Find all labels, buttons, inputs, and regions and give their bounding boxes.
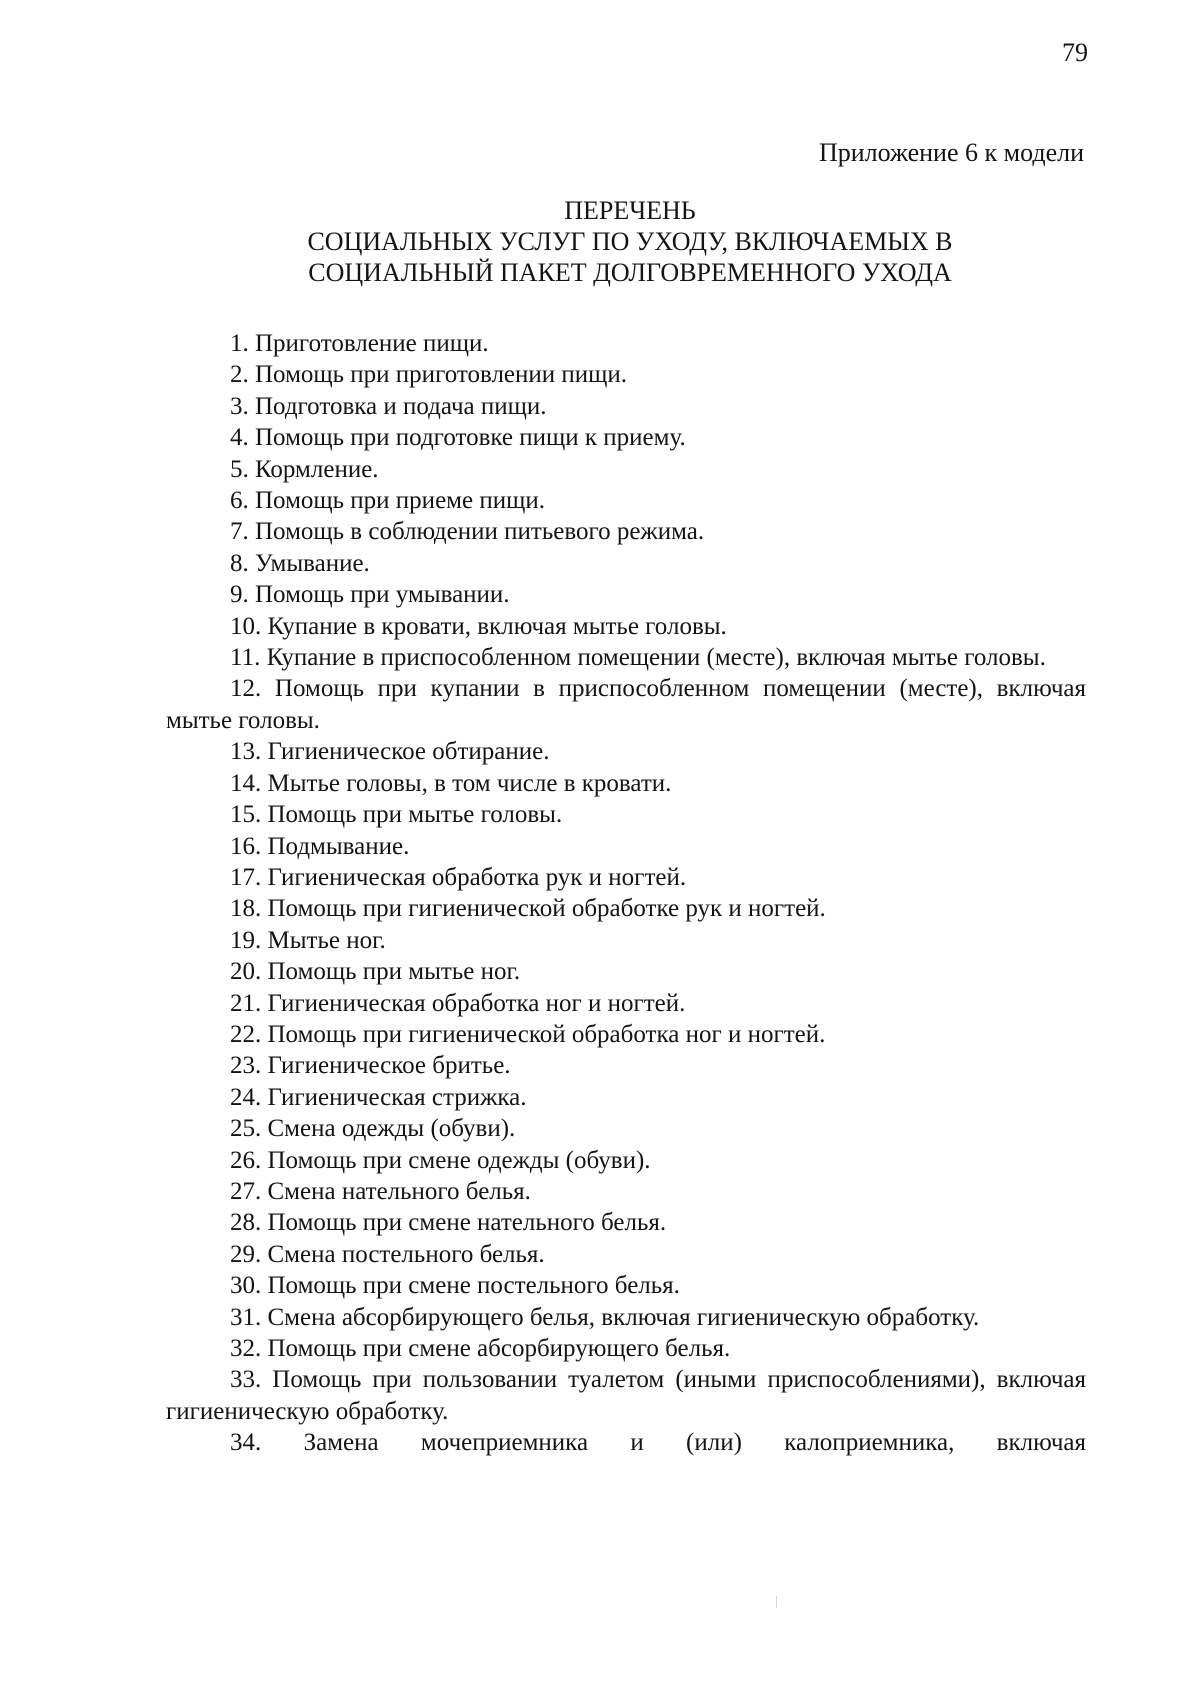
list-item: 25. Смена одежды (обуви). xyxy=(230,1115,516,1143)
list-item: 10. Купание в кровати, включая мытье головы. xyxy=(230,612,727,640)
list-item: 20. Помощь при мытье ног. xyxy=(230,958,521,986)
list-item: 29. Смена постельного белья. xyxy=(230,1240,545,1268)
list-item: 5. Кормление. xyxy=(230,455,379,483)
title-line-3: СОЦИАЛЬНЫЙ ПАКЕТ ДОЛГОВРЕМЕННОГО УХОДА xyxy=(308,258,952,287)
list-item: 24. Гигиеническая стрижка. xyxy=(230,1083,527,1111)
list-item: 2. Помощь при приготовлении пищи. xyxy=(230,361,628,389)
list-item: 31. Смена абсорбирующего белья, включая гигиеническую обработку. xyxy=(230,1303,980,1331)
appendix-label: Приложение 6 к модели xyxy=(818,138,1084,167)
list-item: 23. Гигиеническое бритье. xyxy=(230,1052,511,1080)
list-item: 22. Помощь при гигиенической обработка ног и ногтей. xyxy=(230,1020,826,1048)
list-item: 17. Гигиеническая обработка рук и ногтей. xyxy=(230,863,687,891)
title-line-1: ПЕРЕЧЕНЬ xyxy=(564,196,696,225)
list-item: 3. Подготовка и подача пищи. xyxy=(230,392,547,420)
list-item: 19. Мытье ног. xyxy=(230,926,386,954)
list-item: 33. Помощь при пользовании туалетом (иными приспособлениями), включая гигиеническую обработку. xyxy=(166,1366,1086,1425)
list-item: 30. Помощь при смене постельного белья. xyxy=(230,1272,680,1300)
list-item: 4. Помощь при подготовке пищи к приему. xyxy=(230,424,686,452)
list-item: 12. Помощь при купании в приспособленном помещении (месте), включая мытье головы. xyxy=(166,675,1086,734)
list-item: 18. Помощь при гигиенической обработке рук и ногтей. xyxy=(230,895,826,923)
list-item: 34. Замена мочеприемника и (или) калоприемника, включая xyxy=(230,1429,1086,1457)
scan-mark xyxy=(776,1596,777,1608)
list-item: 1. Приготовление пищи. xyxy=(230,330,489,357)
list-item: 8. Умывание. xyxy=(230,549,370,577)
list-item: 32. Помощь при смене абсорбирующего белья. xyxy=(230,1335,731,1362)
list-item: 15. Помощь при мытье головы. xyxy=(230,801,563,829)
services-list xyxy=(166,328,1086,1459)
list-item: 9. Помощь при умывании. xyxy=(230,581,510,609)
list-item: 21. Гигиеническая обработка ног и ногтей. xyxy=(230,989,686,1017)
page-number: 79 xyxy=(1062,38,1088,67)
list-item: 11. Купание в приспособленном помещении (месте), включая мытье головы. xyxy=(230,644,1046,672)
list-item: 6. Помощь при приеме пищи. xyxy=(230,487,545,515)
title-line-2: СОЦИАЛЬНЫХ УСЛУГ ПО УХОДУ, ВКЛЮЧАЕМЫХ В xyxy=(307,227,953,256)
list-item: 26. Помощь при смене одежды (обуви). xyxy=(230,1146,651,1174)
list-item: 16. Подмывание. xyxy=(230,832,410,860)
list-item: 13. Гигиеническое обтирание. xyxy=(230,738,550,766)
list-item: 14. Мытье головы, в том числе в кровати. xyxy=(230,769,672,797)
list-item: 7. Помощь в соблюдении питьевого режима. xyxy=(230,518,705,546)
list-item: 27. Смена нательного белья. xyxy=(230,1177,531,1205)
list-item: 28. Помощь при смене нательного белья. xyxy=(230,1209,667,1237)
document-title xyxy=(0,195,1200,288)
